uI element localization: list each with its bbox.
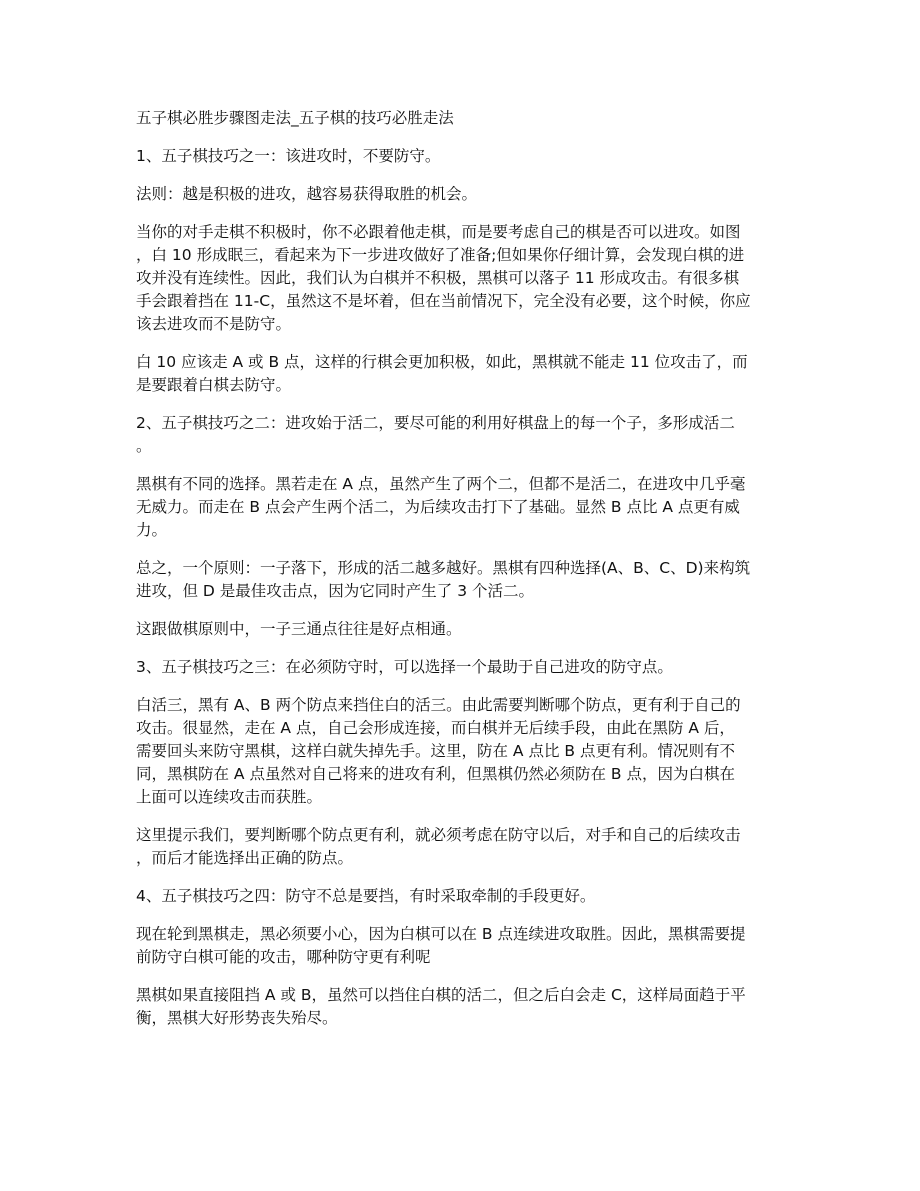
paragraph-line: ，而后才能选择出正确的防点。 [136,849,354,867]
paragraph-line: 法则：越是积极的进攻，越容易获得取胜的机会。 [136,185,478,203]
document-title: 五子棋必胜步骤图走法_五子棋的技巧必胜走法 [136,109,454,127]
paragraph-line: ，白 10 形成眠三，看起来为下一步进攻做好了准备;但如果你仔细计算，会发现白棋的进 [136,246,745,264]
paragraph-line: 攻击。很显然，走在 A 点，自己会形成连接，而白棋并无后续手段，由此在黑防 A 后， [136,719,735,737]
paragraph-line: 2、五子棋技巧之二：进攻始于活二，要尽可能的利用好棋盘上的每一个子，多形成活二 [136,414,735,432]
paragraph [136,145,796,168]
paragraph-line: 攻并没有连续性。因此，我们认为白棋并不积极，黑棋可以落子 11 形成攻击。有很多棋 [136,269,740,287]
paragraph-line: 衡，黑棋大好形势丧失殆尽。 [136,1009,338,1027]
paragraph-line: 需要回头来防守黑棋，这样白就失掉先手。这里，防在 A 点比 B 点更有利。情况则有不 [136,742,735,760]
paragraph [136,557,796,603]
paragraph-line: 无威力。而走在 B 点会产生两个活二，为后续攻击打下了基础。显然 B 点比 A 点更有威 [136,498,740,516]
paragraph [136,824,796,870]
paragraph [136,984,796,1030]
paragraph-line: 是要跟着白棋去防守。 [136,376,292,394]
paragraph [136,221,796,336]
paragraph-line: 4、五子棋技巧之四：防守不总是要挡，有时采取牵制的手段更好。 [136,887,596,905]
paragraph-line: 进攻，但 D 是最佳攻击点，因为它同时产生了 3 个活二。 [136,582,535,600]
paragraph-line: 。 [136,437,152,455]
paragraph-line: 这跟做棋原则中，一子三通点往往是好点相通。 [136,620,462,638]
paragraph [136,885,796,908]
paragraph [136,656,796,679]
paragraph-line: 当你的对手走棋不积极时，你不必跟着他走棋，而是要考虑自己的棋是否可以进攻。如图 [136,223,741,241]
paragraph-line: 白活三，黑有 A、B 两个防点来挡住白的活三。由此需要判断哪个防点，更有利于自己的 [136,696,741,714]
paragraph-line: 现在轮到黑棋走，黑必须要小心，因为白棋可以在 B 点连续进攻取胜。因此，黑棋需要提 [136,925,746,943]
paragraph-line: 黑棋有不同的选择。黑若走在 A 点，虽然产生了两个二，但都不是活二，在进攻中几乎毫 [136,475,746,493]
paragraph-line: 3、五子棋技巧之三：在必须防守时，可以选择一个最助于自己进攻的防守点。 [136,658,673,676]
paragraph-line: 黑棋如果直接阻挡 A 或 B，虽然可以挡住白棋的活二，但之后白会走 C，这样局面趋于平 [136,986,746,1004]
paragraph [136,183,796,206]
paragraph [136,923,796,969]
paragraph [136,618,796,641]
paragraph-line: 手会跟着挡在 11-C，虽然这不是坏着，但在当前情况下，完全没有必要，这个时候，你应 [136,292,751,310]
paragraph [136,694,796,809]
paragraph-line: 这里提示我们，要判断哪个防点更有利，就必须考虑在防守以后，对手和自己的后续攻击 [136,826,741,844]
paragraph-line: 力。 [136,521,168,539]
document-body [136,145,796,1030]
paragraph-line: 同，黑棋防在 A 点虽然对自己将来的进攻有利，但黑棋仍然必须防在 B 点，因为白棋在 [136,765,735,783]
paragraph-line: 白 10 应该走 A 或 B 点，这样的行棋会更加积极，如此，黑棋就不能走 11 位攻击了，而 [136,353,748,371]
paragraph-line: 该去进攻而不是防守。 [136,315,292,333]
paragraph-line: 总之，一个原则：一子落下，形成的活二越多越好。黑棋有四种选择(A、B、C、D)来构筑 [136,559,751,577]
paragraph [136,412,796,458]
document-page [136,107,796,1045]
paragraph [136,473,796,542]
paragraph-line: 上面可以连续攻击而获胜。 [136,788,323,806]
paragraph [136,351,796,397]
paragraph-line: 1、五子棋技巧之一：该进攻时，不要防守。 [136,147,441,165]
paragraph-line: 前防守白棋可能的攻击，哪种防守更有利呢 [136,948,431,966]
